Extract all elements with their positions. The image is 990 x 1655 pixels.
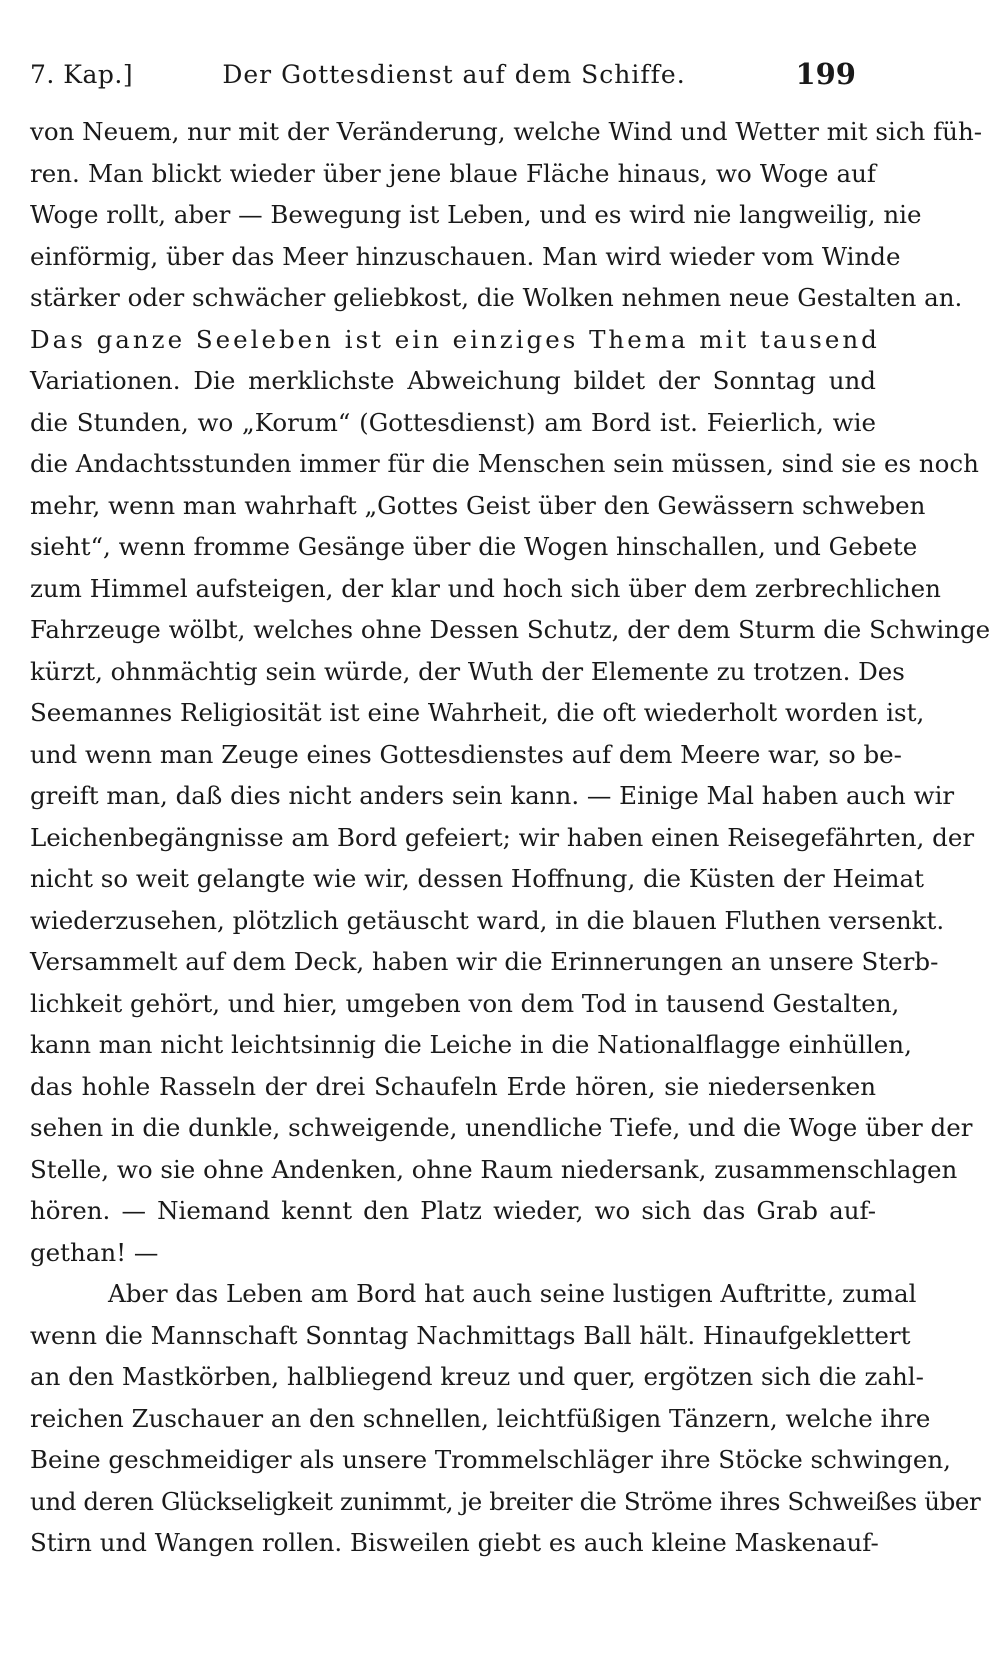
text-line: kürzt, ohnmächtig sein würde, der Wuth der Elemente zu trotzen. Des — [30, 656, 905, 686]
running-title: Der Gottesdienst auf dem Schiffe. — [222, 60, 686, 89]
text-line: reichen Zuschauer an den schnellen, leichtfüßigen Tänzern, welche ihre — [30, 1403, 931, 1433]
text-line: mehr, wenn man wahrhaft „Gottes Geist über den Gewässern schweben — [30, 490, 926, 520]
text-line: Versammelt auf dem Deck, haben wir die Erinnerungen an unsere Sterb- — [30, 947, 939, 976]
text-line: zum Himmel aufsteigen, der klar und hoch sich über dem zerbrechlichen — [30, 573, 941, 603]
text-line: ren. Man blickt wieder über jene blaue Fläche hinaus, wo Woge auf — [30, 158, 876, 188]
text-line: kann man nicht leichtsinnig die Leiche in die Nationalflagge einhüllen, — [30, 1030, 912, 1059]
page-number: 199 — [795, 57, 856, 91]
running-header — [30, 58, 878, 98]
body-text — [30, 111, 990, 1564]
text-line: Stelle, wo sie ohne Andenken, ohne Raum niedersank, zusammenschlagen — [30, 1154, 958, 1184]
text-line: und wenn man Zeuge eines Gottesdienstes auf dem Meere war, so be- — [30, 739, 902, 769]
text-line: hören. — Niemand kennt den Platz wieder, wo sich das Grab auf- — [30, 1196, 876, 1225]
text-line: Beine geschmeidiger als unsere Trommelschläger ihre Stöcke schwingen, — [30, 1445, 951, 1474]
text-line: lichkeit gehört, und hier, umgeben von dem Tod in tausend Gestalten, — [30, 988, 900, 1018]
text-line: Fahrzeuge wölbt, welches ohne Dessen Schutz, der dem Sturm die Schwinge — [30, 615, 990, 644]
text-line: von Neuem, nur mit der Veränderung, welche Wind und Wetter mit sich füh- — [30, 117, 983, 146]
text-line: sehen in die dunkle, schweigende, unendliche Tiefe, und die Woge über der — [30, 1113, 973, 1142]
text-line: das hohle Rasseln der drei Schaufeln Erde hören, sie niedersenken — [30, 1071, 876, 1101]
text-line: Leichenbegängnisse am Bord gefeiert; wir haben einen Reisegefährten, der — [30, 822, 975, 852]
text-line: stärker oder schwächer geliebkost, die Wolken nehmen neue Gestalten an. — [30, 283, 963, 312]
text-line: Woge rollt, aber — Bewegung ist Leben, und es wird nie langweilig, nie — [30, 200, 922, 229]
text-line: an den Mastkörben, halbliegend kreuz und quer, ergötzen sich die zahl- — [30, 1362, 924, 1391]
text-line: und deren Glückseligkeit zunimmt, je breiter die Ströme ihres Schweißes über — [30, 1486, 981, 1516]
text-line: wenn die Mannschaft Sonntag Nachmittags Ball hält. Hinaufgeklettert — [30, 1320, 911, 1350]
text-line: Stirn und Wangen rollen. Bisweilen giebt es auch kleine Maskenauf- — [30, 1528, 879, 1557]
text-line: gethan! — — [30, 1237, 159, 1267]
text-line: die Stunden, wo „Korum“ (Gottesdienst) am Bord ist. Feierlich, wie — [30, 407, 876, 437]
text-line: greift man, daß dies nicht anders sein kann. — Einige Mal haben auch wir — [30, 781, 955, 810]
paragraph-start-line: Aber das Leben am Bord hat auch seine lustigen Auftritte, zumal — [108, 1279, 917, 1308]
text-line: sieht“, wenn fromme Gesänge über die Wogen hinschallen, und Gebete — [30, 532, 918, 561]
text-line: einförmig, über das Meer hinzuschauen. Man wird wieder vom Winde — [30, 241, 901, 271]
text-line: nicht so weit gelangte wie wir, dessen Hoffnung, die Küsten der Heimat — [30, 864, 924, 893]
text-line: Seemannes Religiosität ist eine Wahrheit, die oft wiederholt worden ist, — [30, 698, 925, 727]
chapter-reference: 7. Kap.] — [30, 60, 134, 89]
text-line: Das ganze Seeleben ist ein einziges Thema mit tausend — [30, 324, 880, 354]
text-line: die Andachtsstunden immer für die Menschen sein müssen, sind sie es noch — [30, 449, 979, 478]
text-line: wiederzusehen, plötzlich getäuscht ward, in die blauen Fluthen versenkt. — [30, 905, 945, 935]
text-line: Variationen. Die merklichste Abweichung bildet der Sonntag und — [30, 366, 876, 395]
